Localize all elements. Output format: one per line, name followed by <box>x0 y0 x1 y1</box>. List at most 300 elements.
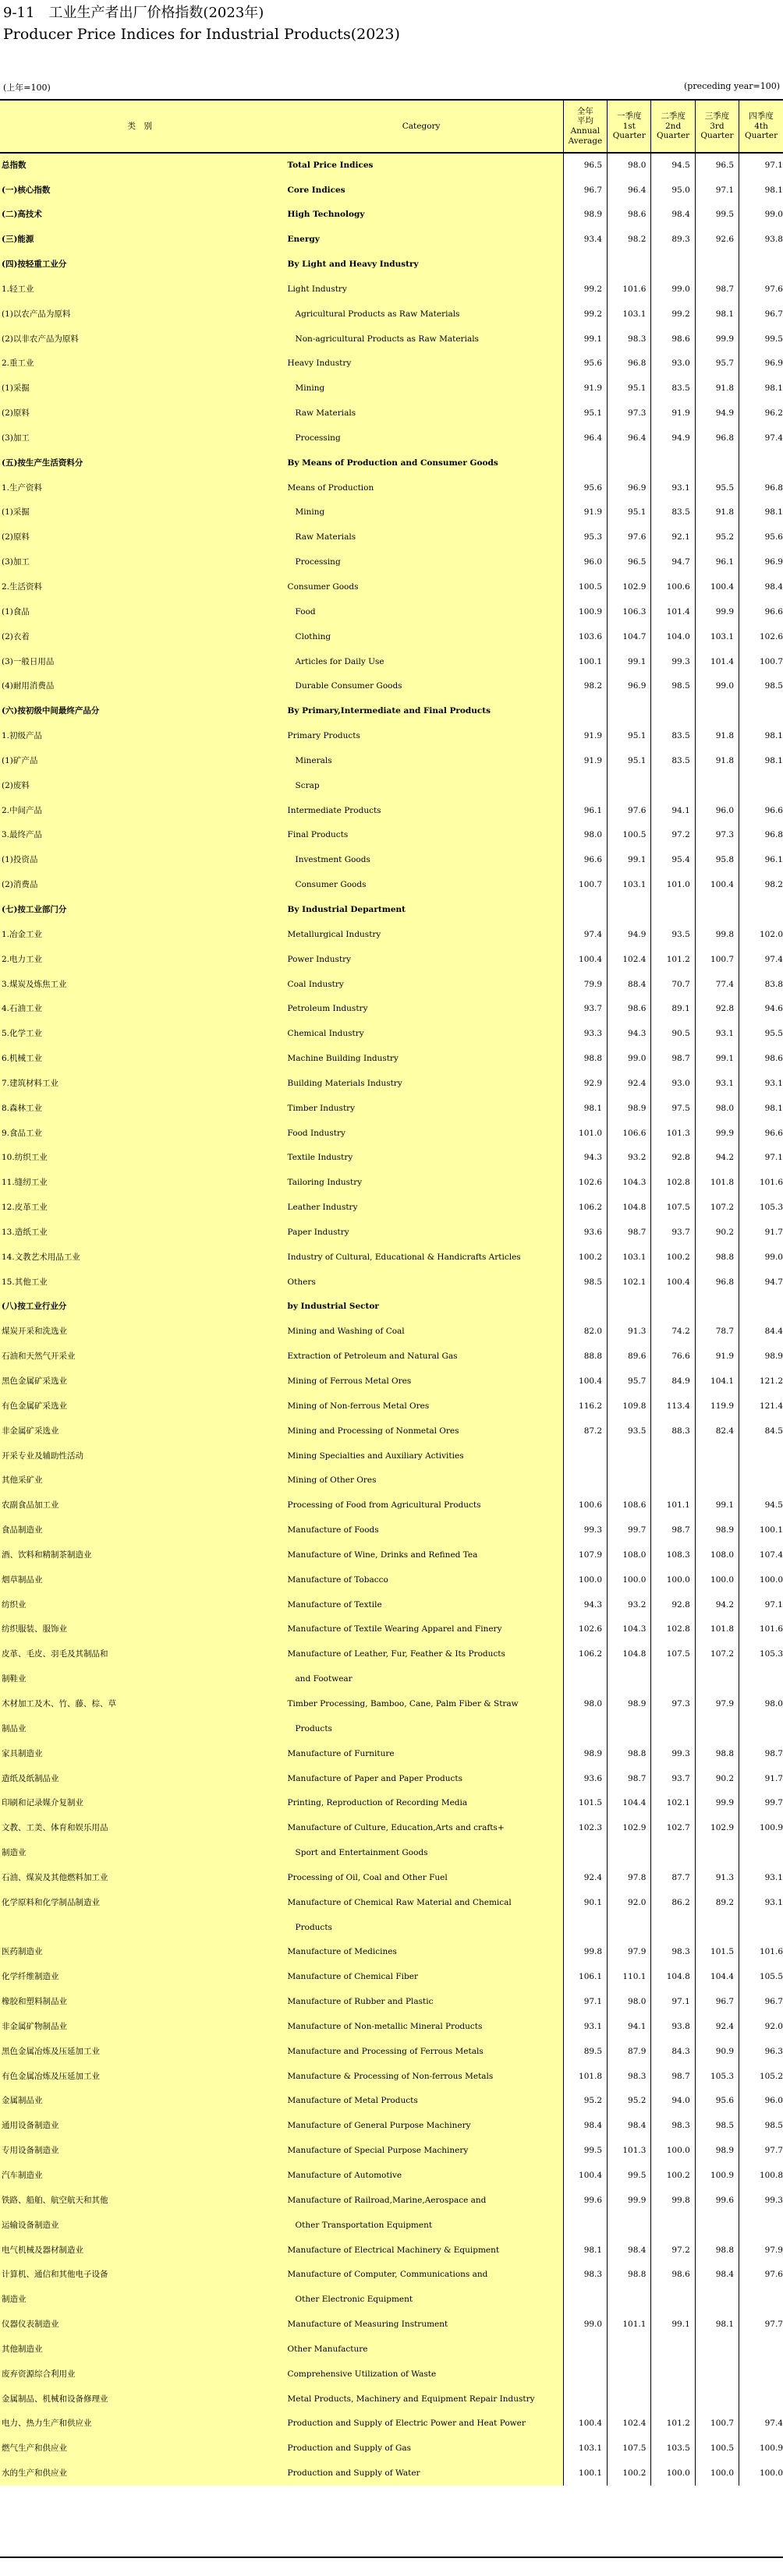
q2-value <box>651 2387 695 2412</box>
q2-value: 100.0 <box>651 2461 695 2486</box>
q2-value: 101.3 <box>651 1121 695 1146</box>
row-label-cn: 化学纤维制造业 <box>0 1965 280 1990</box>
q3-value: 119.9 <box>695 1394 739 1419</box>
row-label-en: Comprehensive Utilization of Waste <box>280 2362 564 2387</box>
row-label-en: Durable Consumer Goods <box>280 674 564 699</box>
q2-value: 99.2 <box>651 302 695 327</box>
q1-value: 101.6 <box>608 277 651 302</box>
annual-value: 91.9 <box>563 500 607 525</box>
row-label-cn: 文教、工美、体育和娱乐用品 <box>0 1816 280 1841</box>
table-row <box>0 1195 783 1220</box>
annual-value: 94.3 <box>563 1592 607 1617</box>
row-label-cn: 2.中间产品 <box>0 798 280 823</box>
q2-value: 102.8 <box>651 1171 695 1196</box>
q2-value <box>651 1295 695 1320</box>
q1-value: 88.4 <box>608 972 651 997</box>
q1-value: 99.1 <box>608 848 651 873</box>
annual-value: 100.9 <box>563 599 607 624</box>
q3-value: 95.5 <box>695 475 739 500</box>
row-label-cn: 有色金属冶炼及压延加工业 <box>0 2064 280 2089</box>
row-label-cn: 石油和天然气开采业 <box>0 1345 280 1369</box>
row-label-en: Minerals <box>280 748 564 773</box>
q1-value: 100.2 <box>608 2461 651 2486</box>
row-label-en: Articles for Daily Use <box>280 649 564 674</box>
q3-value <box>695 1915 739 1940</box>
row-label-cn: 废弃资源综合利用业 <box>0 2362 280 2387</box>
q2-value: 76.6 <box>651 1345 695 1369</box>
q1-value: 107.5 <box>608 2436 651 2461</box>
annual-value: 95.1 <box>563 401 607 426</box>
row-label-en: Manufacture of Tobacco <box>280 1567 564 1592</box>
q4-value: 96.2 <box>739 401 783 426</box>
table-row <box>0 699 783 724</box>
q4-value: 96.9 <box>739 550 783 575</box>
q1-value: 108.6 <box>608 1493 651 1518</box>
q4-value: 100.1 <box>739 1518 783 1542</box>
row-label-en: Power Industry <box>280 947 564 972</box>
row-label-cn: 纺织服装、服饰业 <box>0 1617 280 1642</box>
row-label-cn: 黑色金属冶炼及压延加工业 <box>0 2039 280 2064</box>
row-label-en: Manufacture of Foods <box>280 1518 564 1542</box>
q4-value: 100.9 <box>739 2436 783 2461</box>
table-row <box>0 401 783 426</box>
table-row <box>0 1518 783 1542</box>
q1-value <box>608 2337 651 2362</box>
row-label-cn: (3)一般日用品 <box>0 649 280 674</box>
q3-value: 99.9 <box>695 327 739 352</box>
row-label-en: Scrap <box>280 773 564 798</box>
row-label-cn: 11.缝纫工业 <box>0 1171 280 1196</box>
q1-value: 97.3 <box>608 401 651 426</box>
q2-value: 87.7 <box>651 1865 695 1890</box>
table-row <box>0 748 783 773</box>
q4-value <box>739 773 783 798</box>
row-label-en: Timber Processing, Bamboo, Cane, Palm Fiber & Straw <box>280 1691 564 1716</box>
q1-value: 91.3 <box>608 1320 651 1345</box>
table-row <box>0 1617 783 1642</box>
row-label-en: Production and Supply of Water <box>280 2461 564 2486</box>
q3-value: 96.7 <box>695 1989 739 2014</box>
table-row <box>0 1022 783 1047</box>
row-label-cn: (2)衣着 <box>0 624 280 649</box>
q4-value: 98.5 <box>739 674 783 699</box>
q2-value: 99.8 <box>651 2188 695 2213</box>
table-row <box>0 1791 783 1816</box>
q3-value <box>695 1666 739 1691</box>
q4-value: 95.5 <box>739 1022 783 1047</box>
q4-value <box>739 1915 783 1940</box>
row-label-cn: 金属制品业 <box>0 2089 280 2114</box>
table-row <box>0 1666 783 1691</box>
q2-value: 99.3 <box>651 649 695 674</box>
row-label-en: Non-agricultural Products as Raw Materials <box>280 327 564 352</box>
q1-value <box>608 1443 651 1468</box>
table-row <box>0 352 783 376</box>
table-row <box>0 848 783 873</box>
row-label-cn: 非金属矿采选业 <box>0 1419 280 1443</box>
row-label-cn: 开采专业及辅助性活动 <box>0 1443 280 1468</box>
q2-value: 100.2 <box>651 2163 695 2188</box>
q3-value: 90.9 <box>695 2039 739 2064</box>
q2-value: 90.5 <box>651 1022 695 1047</box>
annual-value: 100.1 <box>563 2461 607 2486</box>
row-label-en: Clothing <box>280 624 564 649</box>
annual-value <box>563 1295 607 1320</box>
q4-value: 83.8 <box>739 972 783 997</box>
q1-value: 99.9 <box>608 2188 651 2213</box>
table-row <box>0 997 783 1022</box>
q1-value <box>608 2213 651 2238</box>
table-row <box>0 1766 783 1791</box>
q2-value: 98.4 <box>651 203 695 228</box>
q1-value <box>608 1915 651 1940</box>
table-row <box>0 2238 783 2263</box>
q2-value: 99.3 <box>651 1741 695 1766</box>
q1-value: 97.9 <box>608 1940 651 1965</box>
table-row <box>0 1915 783 1940</box>
q2-value: 94.5 <box>651 153 695 178</box>
row-label-cn: (四)按轻重工业分 <box>0 252 280 277</box>
annual-value: 95.3 <box>563 525 607 550</box>
annual-value <box>563 1666 607 1691</box>
annual-value: 100.2 <box>563 1245 607 1270</box>
q3-value: 101.4 <box>695 649 739 674</box>
annual-value: 100.4 <box>563 947 607 972</box>
row-label-cn: 2.生活资料 <box>0 574 280 599</box>
q3-value <box>695 1716 739 1741</box>
row-label-en: By Light and Heavy Industry <box>280 252 564 277</box>
header-q1 <box>608 100 651 153</box>
table-row <box>0 897 783 922</box>
table-row <box>0 1816 783 1841</box>
table-row <box>0 1989 783 2014</box>
table-body <box>0 153 783 2486</box>
table-row <box>0 1965 783 1990</box>
annual-value <box>563 2337 607 2362</box>
q4-value: 97.4 <box>739 426 783 451</box>
table-row <box>0 2436 783 2461</box>
annual-value: 101.0 <box>563 1121 607 1146</box>
row-label-en: Total Price Indices <box>280 153 564 178</box>
table-row <box>0 1121 783 1146</box>
header-annual-text: 全年 平均 Annual Average <box>568 106 603 146</box>
annual-value: 93.6 <box>563 1220 607 1245</box>
q1-value: 98.6 <box>608 203 651 228</box>
row-label-cn: 化学原料和化学制品制造业 <box>0 1890 280 1915</box>
q3-value: 104.4 <box>695 1965 739 1990</box>
header-q4 <box>739 100 783 153</box>
q3-value: 98.8 <box>695 2238 739 2263</box>
q4-value: 98.9 <box>739 1345 783 1369</box>
q2-value: 113.4 <box>651 1394 695 1419</box>
annual-value: 92.4 <box>563 1865 607 1890</box>
table-row <box>0 2337 783 2362</box>
q3-value: 94.2 <box>695 1146 739 1171</box>
row-label-en: Means of Production <box>280 475 564 500</box>
row-label-en: Machine Building Industry <box>280 1046 564 1071</box>
row-label-en: by Industrial Sector <box>280 1295 564 1320</box>
q4-value: 102.6 <box>739 624 783 649</box>
q4-value: 97.6 <box>739 277 783 302</box>
table-row <box>0 1865 783 1890</box>
q4-value: 99.0 <box>739 1245 783 1270</box>
q2-value: 93.1 <box>651 475 695 500</box>
table-bottom-rule <box>0 2557 783 2558</box>
q4-value: 93.1 <box>739 1071 783 1096</box>
q3-value <box>695 699 739 724</box>
table-row <box>0 798 783 823</box>
q2-value: 100.0 <box>651 1567 695 1592</box>
row-label-cn: 造纸及纸制品业 <box>0 1766 280 1791</box>
q4-value: 101.6 <box>739 1617 783 1642</box>
q3-value: 92.6 <box>695 228 739 253</box>
q2-value: 92.8 <box>651 1592 695 1617</box>
q4-value <box>739 2362 783 2387</box>
q4-value: 105.3 <box>739 1195 783 1220</box>
q2-value: 84.9 <box>651 1369 695 1394</box>
q4-value: 97.6 <box>739 2263 783 2288</box>
q3-value: 90.2 <box>695 1766 739 1791</box>
q2-value: 97.2 <box>651 823 695 848</box>
row-label-en: Petroleum Industry <box>280 997 564 1022</box>
q3-value: 99.6 <box>695 2188 739 2213</box>
q3-value: 92.4 <box>695 2014 739 2039</box>
q1-value: 98.3 <box>608 2064 651 2089</box>
annual-value: 93.1 <box>563 2014 607 2039</box>
q4-value: 96.7 <box>739 1989 783 2014</box>
q1-value: 98.7 <box>608 1766 651 1791</box>
row-label-en: Investment Goods <box>280 848 564 873</box>
row-label-cn: (2)消费品 <box>0 872 280 897</box>
q3-value: 100.4 <box>695 872 739 897</box>
table-row <box>0 2089 783 2114</box>
q4-value: 93.8 <box>739 228 783 253</box>
annual-value: 99.3 <box>563 1518 607 1542</box>
q3-value: 103.1 <box>695 624 739 649</box>
table-row <box>0 1642 783 1667</box>
row-label-en: Mining Specialties and Auxiliary Activities <box>280 1443 564 1468</box>
table-row <box>0 2039 783 2064</box>
q4-value: 100.9 <box>739 1816 783 1841</box>
table-row <box>0 1691 783 1716</box>
row-label-cn: (一)核心指数 <box>0 178 280 203</box>
annual-value: 98.3 <box>563 2263 607 2288</box>
annual-value: 88.8 <box>563 1345 607 1369</box>
q4-value: 98.1 <box>739 748 783 773</box>
row-label-cn: 有色金属矿采选业 <box>0 1394 280 1419</box>
q2-value: 100.0 <box>651 2139 695 2164</box>
q3-value: 107.2 <box>695 1195 739 1220</box>
annual-value: 106.2 <box>563 1195 607 1220</box>
row-label-cn: 3.煤炭及炼焦工业 <box>0 972 280 997</box>
row-label-cn: 黑色金属矿采选业 <box>0 1369 280 1394</box>
row-label-en: Food <box>280 599 564 624</box>
row-label-cn: (1)食品 <box>0 599 280 624</box>
q3-value: 91.8 <box>695 748 739 773</box>
q2-value: 100.6 <box>651 574 695 599</box>
annual-value: 96.5 <box>563 153 607 178</box>
q2-value: 98.3 <box>651 2114 695 2139</box>
row-label-cn: 木材加工及木、竹、藤、棕、草 <box>0 1691 280 1716</box>
row-label-cn: 12.皮革工业 <box>0 1195 280 1220</box>
q3-value: 98.5 <box>695 2114 739 2139</box>
q1-value <box>608 1666 651 1691</box>
q3-value: 96.8 <box>695 1270 739 1295</box>
row-label-en: Mining of Other Ores <box>280 1468 564 1493</box>
q3-value: 95.8 <box>695 848 739 873</box>
header-category-en: Category <box>280 100 564 153</box>
row-label-en: Products <box>280 1716 564 1741</box>
row-label-cn: 煤炭开采和洗选业 <box>0 1320 280 1345</box>
q3-value: 99.8 <box>695 922 739 947</box>
row-label-en: Mining <box>280 500 564 525</box>
q1-value: 98.6 <box>608 997 651 1022</box>
q1-value: 96.9 <box>608 674 651 699</box>
row-label-cn: (2)原料 <box>0 525 280 550</box>
q4-value: 98.1 <box>739 178 783 203</box>
q4-value: 93.1 <box>739 1890 783 1915</box>
q4-value: 97.1 <box>739 153 783 178</box>
q3-value: 105.3 <box>695 2064 739 2089</box>
q2-value: 84.3 <box>651 2039 695 2064</box>
row-label-cn: 烟草制品业 <box>0 1567 280 1592</box>
annual-value: 99.1 <box>563 327 607 352</box>
row-label-en: Manufacture of Electrical Machinery & Equipment <box>280 2238 564 2263</box>
row-label-cn: (八)按工业行业分 <box>0 1295 280 1320</box>
row-label-en: Mining of Ferrous Metal Ores <box>280 1369 564 1394</box>
row-label-cn: (4)耐用消费品 <box>0 674 280 699</box>
row-label-cn: 1.轻工业 <box>0 277 280 302</box>
q2-value: 94.1 <box>651 798 695 823</box>
annual-value: 91.9 <box>563 723 607 748</box>
q2-value: 104.8 <box>651 1965 695 1990</box>
q2-value: 98.3 <box>651 1940 695 1965</box>
q3-value: 98.8 <box>695 1245 739 1270</box>
annual-value <box>563 1443 607 1468</box>
q1-value: 92.0 <box>608 1890 651 1915</box>
row-label-cn: 纺织业 <box>0 1592 280 1617</box>
table-row <box>0 228 783 253</box>
row-label-en: Manufacture of Chemical Fiber <box>280 1965 564 1990</box>
table-row <box>0 2163 783 2188</box>
row-label-cn <box>0 1915 280 1940</box>
q2-value <box>651 451 695 475</box>
table-row <box>0 475 783 500</box>
q4-value <box>739 1716 783 1741</box>
annual-value <box>563 1840 607 1865</box>
q4-value <box>739 451 783 475</box>
q2-value <box>651 1716 695 1741</box>
q1-value: 98.8 <box>608 1741 651 1766</box>
q2-value <box>651 773 695 798</box>
table-row <box>0 599 783 624</box>
annual-value: 100.0 <box>563 1567 607 1592</box>
q3-value: 98.9 <box>695 1518 739 1542</box>
annual-value: 101.8 <box>563 2064 607 2089</box>
annual-value: 98.0 <box>563 1691 607 1716</box>
row-label-cn: 橡胶和塑料制品业 <box>0 1989 280 2014</box>
annual-value: 99.2 <box>563 277 607 302</box>
row-label-cn: 计算机、通信和其他电子设备 <box>0 2263 280 2288</box>
q4-value: 96.8 <box>739 475 783 500</box>
q3-value: 100.0 <box>695 1567 739 1592</box>
q1-value: 96.8 <box>608 352 651 376</box>
q1-value: 104.8 <box>608 1642 651 1667</box>
row-label-en: Core Indices <box>280 178 564 203</box>
q1-value: 104.8 <box>608 1195 651 1220</box>
row-label-en: Metal Products, Machinery and Equipment Repair Industry <box>280 2387 564 2412</box>
q3-value: 98.1 <box>695 2312 739 2337</box>
q1-value <box>608 773 651 798</box>
q4-value: 99.5 <box>739 327 783 352</box>
q1-value <box>608 699 651 724</box>
header-category-cn: 类 别 <box>0 100 280 153</box>
row-label-en: Other Transportation Equipment <box>280 2213 564 2238</box>
annual-value <box>563 897 607 922</box>
q1-value: 93.5 <box>608 1419 651 1443</box>
q3-value: 100.4 <box>695 574 739 599</box>
q1-value: 99.7 <box>608 1518 651 1542</box>
annual-value: 96.1 <box>563 798 607 823</box>
q3-value: 108.0 <box>695 1542 739 1567</box>
q3-value: 77.4 <box>695 972 739 997</box>
q3-value: 96.0 <box>695 798 739 823</box>
row-label-cn: 3.最终产品 <box>0 823 280 848</box>
row-label-cn: (2)以非农产品为原料 <box>0 327 280 352</box>
q4-value: 97.4 <box>739 947 783 972</box>
q3-value: 93.1 <box>695 1071 739 1096</box>
annual-value: 98.8 <box>563 1046 607 1071</box>
q1-value: 96.4 <box>608 178 651 203</box>
q2-value: 95.0 <box>651 178 695 203</box>
row-label-en: Raw Materials <box>280 401 564 426</box>
q2-value <box>651 1468 695 1493</box>
row-label-en: Processing <box>280 550 564 575</box>
q2-value: 97.1 <box>651 1989 695 2014</box>
q1-value: 99.0 <box>608 1046 651 1071</box>
q2-value: 92.1 <box>651 525 695 550</box>
q3-value: 99.1 <box>695 1046 739 1071</box>
annual-value: 116.2 <box>563 1394 607 1419</box>
table-row <box>0 1940 783 1965</box>
q4-value: 94.6 <box>739 997 783 1022</box>
q3-value <box>695 2288 739 2313</box>
row-label-cn: 铁路、船舶、航空航天和其他 <box>0 2188 280 2213</box>
q1-value: 94.3 <box>608 1022 651 1047</box>
q1-value <box>608 252 651 277</box>
row-label-cn: 6.机械工业 <box>0 1046 280 1071</box>
q1-value: 109.8 <box>608 1394 651 1419</box>
q3-value <box>695 2362 739 2387</box>
table-row <box>0 723 783 748</box>
row-label-en: Paper Industry <box>280 1220 564 1245</box>
q4-value: 99.3 <box>739 2188 783 2213</box>
q2-value <box>651 1443 695 1468</box>
q4-value <box>739 897 783 922</box>
table-row <box>0 1320 783 1345</box>
q4-value: 96.6 <box>739 1121 783 1146</box>
row-label-cn: 汽车制造业 <box>0 2163 280 2188</box>
q4-value: 97.9 <box>739 2238 783 2263</box>
annual-value: 99.2 <box>563 302 607 327</box>
row-label-en: Manufacture of Paper and Paper Products <box>280 1766 564 1791</box>
table-row <box>0 1567 783 1592</box>
q4-value: 97.1 <box>739 1146 783 1171</box>
q2-value: 91.9 <box>651 401 695 426</box>
row-label-cn: (1)采掘 <box>0 500 280 525</box>
row-label-cn: 农副食品加工业 <box>0 1493 280 1518</box>
row-label-en: Agricultural Products as Raw Materials <box>280 302 564 327</box>
